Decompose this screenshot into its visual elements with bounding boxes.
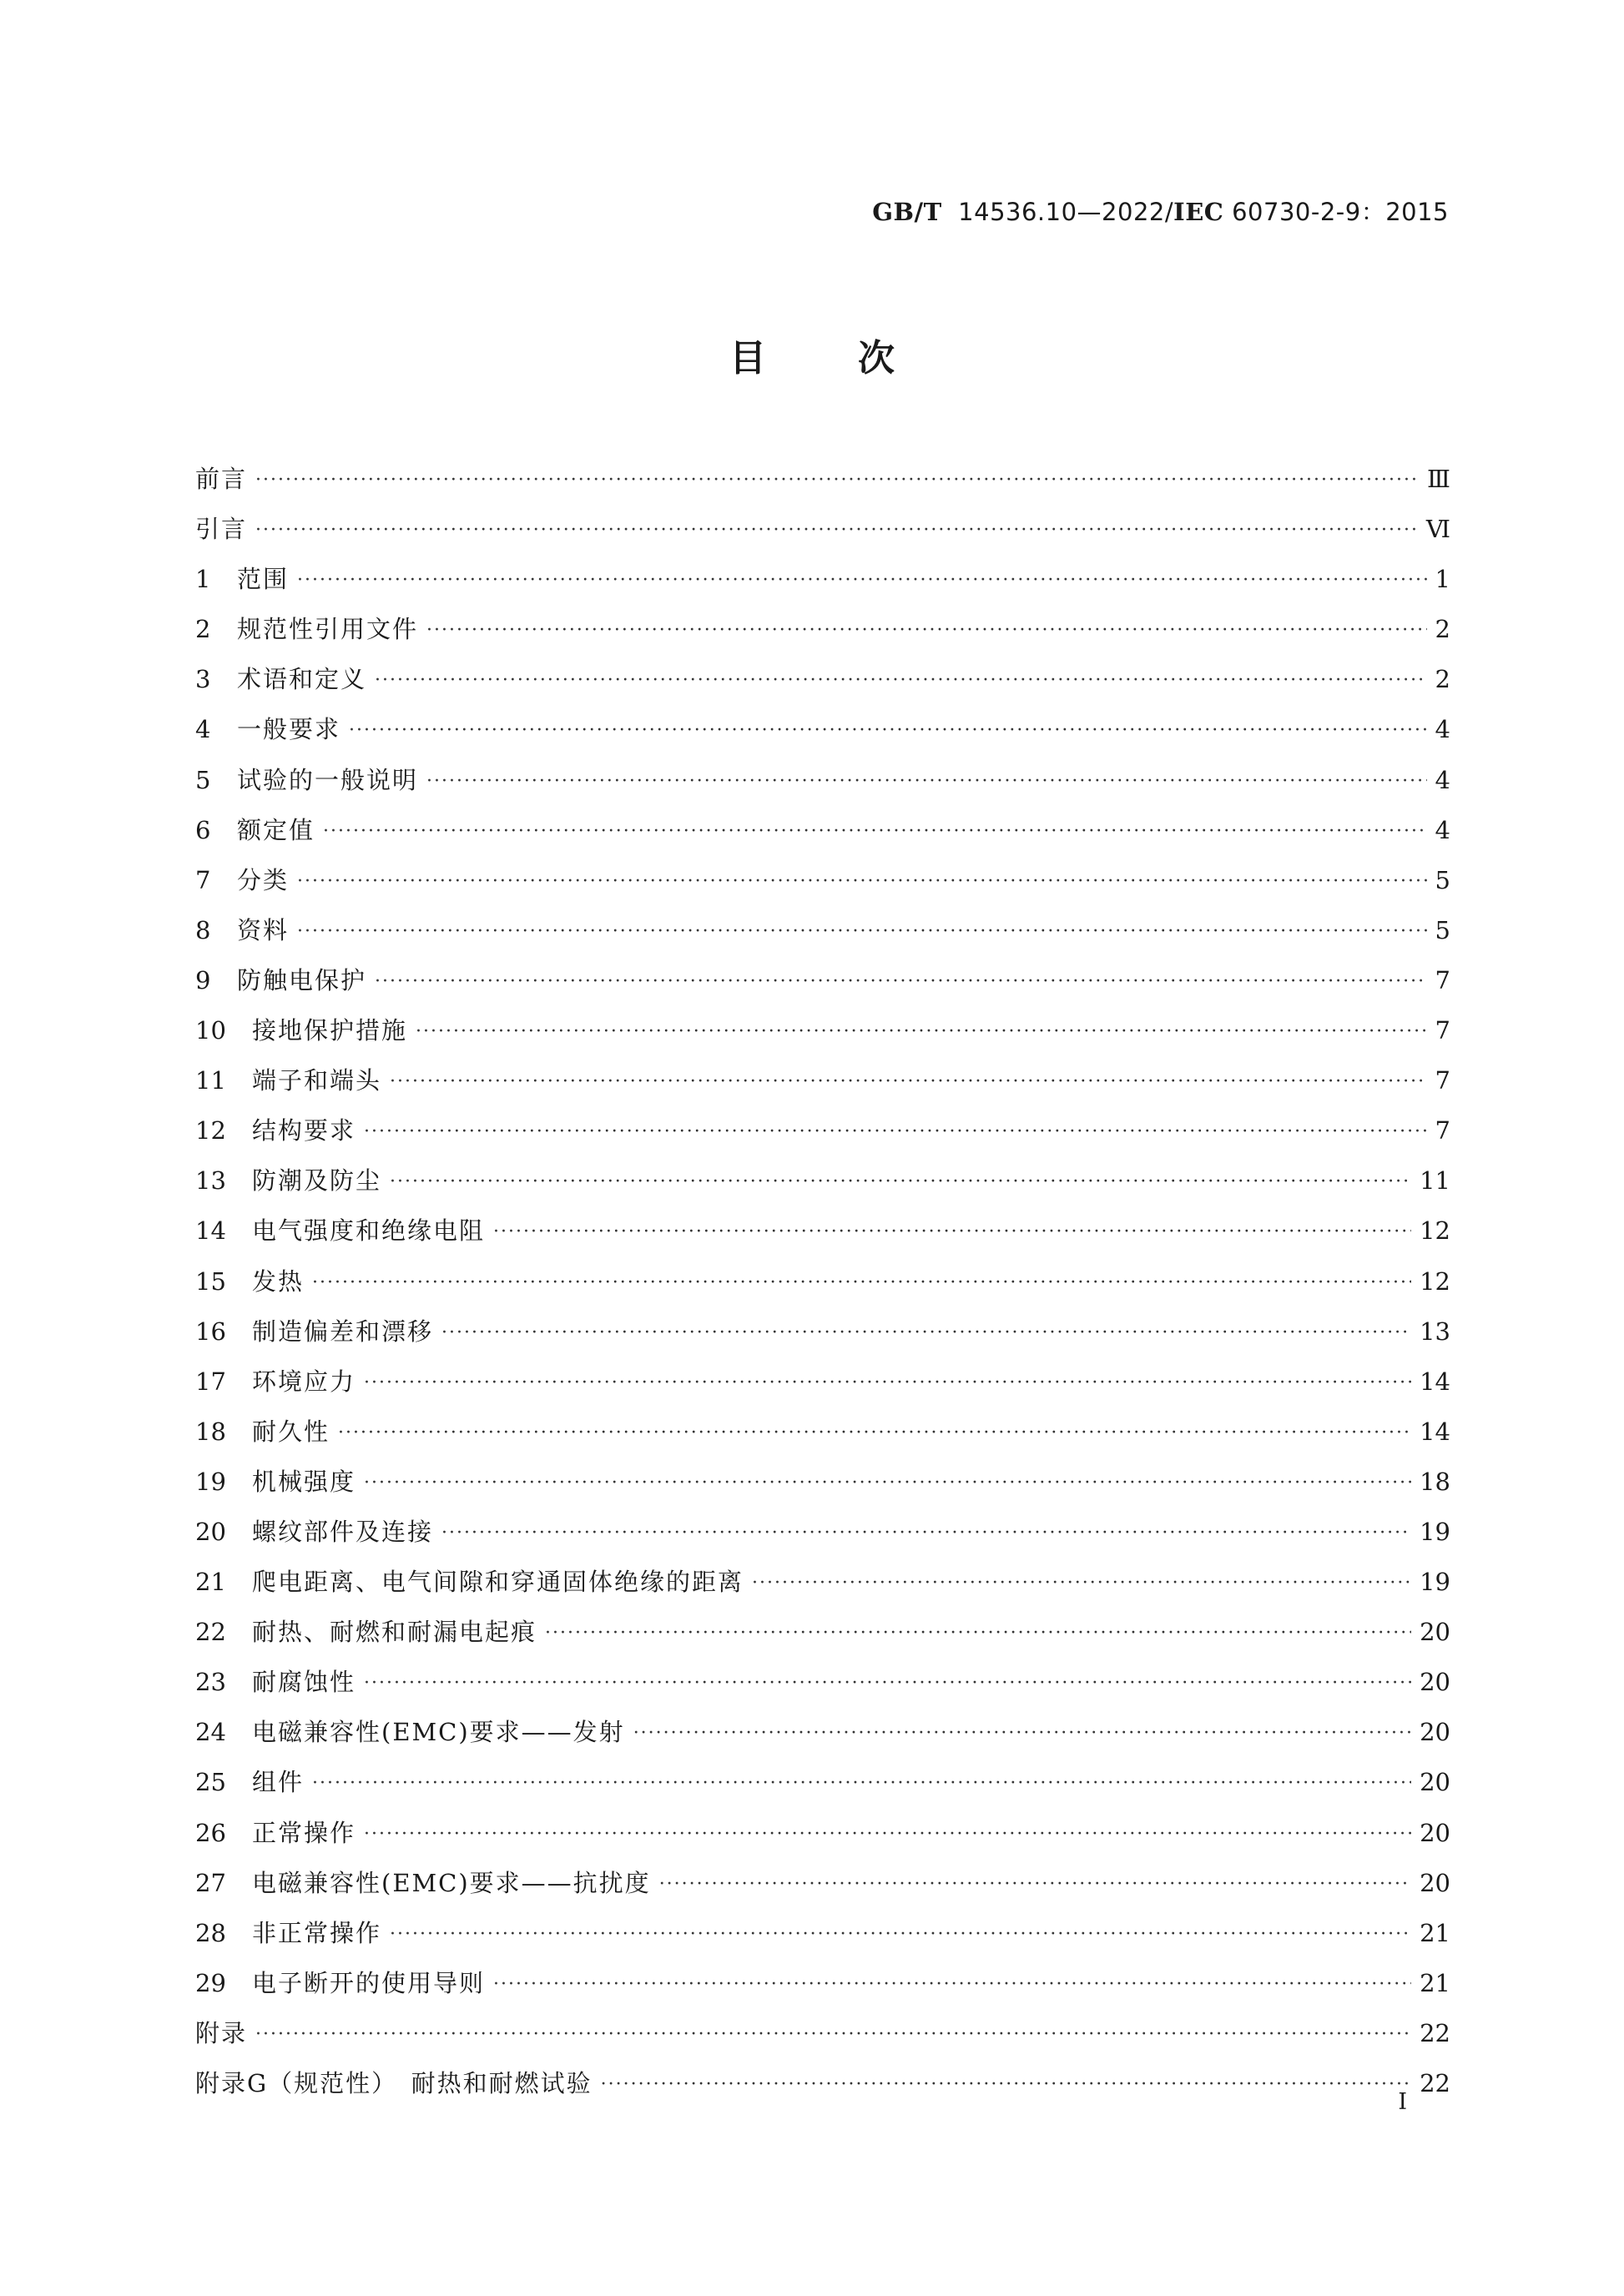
toc-entry-number: 8: [195, 915, 211, 944]
toc-entry-title[interactable]: 结构要求: [252, 1116, 356, 1145]
toc-entry-page[interactable]: 11: [1420, 1166, 1450, 1196]
toc-entry[interactable]: [195, 1263, 1450, 1313]
toc-dot-leader: [375, 670, 1427, 691]
toc-entry-number: 5: [195, 765, 211, 794]
toc-entry-number: 6: [195, 815, 211, 844]
toc-entry-page[interactable]: 21: [1420, 1968, 1450, 1997]
toc-entry-title[interactable]: 附录G（规范性） 耐热和耐燃试验: [195, 2069, 593, 2097]
toc-entry-number: 25: [195, 1768, 226, 1797]
toc-dot-leader: [297, 570, 1427, 591]
toc-entry-title[interactable]: 术语和定义: [237, 665, 367, 694]
toc-entry-title[interactable]: 试验的一般说明: [237, 765, 419, 794]
toc-dot-leader: [255, 470, 1419, 491]
toc-dot-leader: [364, 1673, 1411, 1694]
toc-entry[interactable]: [195, 912, 1450, 962]
toc-entry[interactable]: [195, 962, 1450, 1012]
toc-dot-leader: [364, 1372, 1411, 1393]
page-folio: I: [1398, 2089, 1407, 2115]
toc-entry-title[interactable]: 机械强度: [252, 1467, 356, 1496]
toc-entry-number: 13: [195, 1166, 226, 1196]
toc-entry-page[interactable]: 4: [1435, 815, 1450, 844]
toc-dot-leader: [364, 1473, 1411, 1493]
toc-entry-page[interactable]: 2: [1435, 615, 1450, 644]
toc-entry-page[interactable]: 14: [1420, 1417, 1450, 1446]
toc-entry-title[interactable]: 引言: [195, 515, 248, 544]
toc-entry-number: 12: [195, 1116, 226, 1145]
toc-dot-leader: [390, 1924, 1411, 1945]
toc-entry[interactable]: [195, 661, 1450, 711]
toc-dot-leader: [312, 1272, 1411, 1293]
toc-entry-page[interactable]: 13: [1420, 1317, 1450, 1346]
toc-entry-title[interactable]: 耐腐蚀性: [252, 1668, 356, 1697]
toc-dot-leader: [255, 2024, 1411, 2045]
toc-entry[interactable]: [195, 1413, 1450, 1463]
toc-dot-leader: [659, 1874, 1411, 1895]
toc-entry-number: 15: [195, 1266, 226, 1296]
toc-entry-page[interactable]: 19: [1420, 1568, 1450, 1597]
iec-number: 60730-2-9：2015: [1232, 198, 1449, 226]
toc-entry-number: 19: [195, 1467, 226, 1496]
toc-dot-leader: [426, 620, 1427, 641]
toc-dot-leader: [364, 1121, 1427, 1142]
toc-dot-leader: [493, 1974, 1411, 1995]
toc-entry-title[interactable]: 一般要求: [237, 715, 341, 744]
toc-entry-number: 23: [195, 1668, 226, 1697]
toc-dot-leader: [426, 771, 1427, 792]
toc-entry-title[interactable]: 防触电保护: [237, 965, 367, 994]
toc-entry-title[interactable]: 附录: [195, 2018, 248, 2047]
toc-entry[interactable]: [195, 1062, 1450, 1112]
toc-entry-page[interactable]: 4: [1435, 765, 1450, 794]
toc-entry-title[interactable]: 正常操作: [252, 1818, 356, 1847]
toc-entry-number: 10: [195, 1016, 226, 1045]
toc-dot-leader: [255, 520, 1418, 541]
toc-dot-leader: [390, 1171, 1411, 1192]
toc-dot-leader: [752, 1573, 1411, 1594]
toc-entry-title[interactable]: 非正常操作: [252, 1918, 382, 1947]
toc-entry-title[interactable]: 组件: [252, 1768, 305, 1797]
toc-entry-number: 9: [195, 965, 211, 994]
toc-dot-leader: [297, 921, 1427, 942]
toc-entry[interactable]: [195, 511, 1450, 561]
toc-entry-number: 7: [195, 865, 211, 894]
toc-entry-page[interactable]: 12: [1420, 1266, 1450, 1296]
toc-entry-number: 17: [195, 1367, 226, 1396]
toc-entry-title[interactable]: 端子和端头: [252, 1066, 382, 1095]
toc-entry-number: 24: [195, 1718, 226, 1747]
toc-entry-number: 26: [195, 1818, 226, 1847]
toc-dot-leader: [441, 1523, 1411, 1543]
toc-dot-leader: [364, 1824, 1411, 1845]
toc-dot-leader: [633, 1723, 1411, 1744]
toc-entry-page[interactable]: 1: [1435, 565, 1450, 594]
toc-entry-title[interactable]: 前言: [195, 465, 248, 493]
toc-entry[interactable]: [195, 1563, 1450, 1614]
toc-entry-page[interactable]: 5: [1435, 915, 1450, 944]
toc-entry[interactable]: [195, 1915, 1450, 1965]
toc-entry-number: 16: [195, 1317, 226, 1346]
standard-prefix: GB/T: [872, 198, 942, 226]
toc-entry-page[interactable]: 20: [1420, 1668, 1450, 1697]
toc-entry-number: 18: [195, 1417, 226, 1446]
toc-entry[interactable]: [195, 1764, 1450, 1814]
toc-entry-number: 1: [195, 565, 211, 594]
toc-entry-page[interactable]: 22: [1420, 2018, 1450, 2047]
toc-entry-number: 29: [195, 1968, 226, 1997]
toc-entry[interactable]: [195, 2015, 1450, 2065]
toc-dot-leader: [297, 871, 1427, 892]
toc-entry-number: 11: [195, 1066, 226, 1095]
toc-entry-title[interactable]: 发热: [252, 1266, 305, 1296]
toc-entry-number: 27: [195, 1868, 226, 1897]
toc-entry[interactable]: [195, 711, 1450, 761]
toc-dot-leader: [338, 1422, 1411, 1443]
toc-entry[interactable]: [195, 1162, 1450, 1212]
toc-entry-title[interactable]: 爬电距离、电气间隙和穿通固体绝缘的距离: [252, 1568, 744, 1597]
toc-entry[interactable]: [195, 461, 1450, 511]
standard-number: 14536.10—2022/: [958, 198, 1174, 226]
toc-entry[interactable]: [195, 1363, 1450, 1413]
toc-entry[interactable]: [195, 611, 1450, 661]
toc-entry[interactable]: [195, 1865, 1450, 1915]
toc-entry-page[interactable]: Ⅲ: [1427, 465, 1450, 493]
toc-entry-page[interactable]: 20: [1420, 1718, 1450, 1747]
toc-entry-page[interactable]: 7: [1435, 965, 1450, 994]
toc-entry-page[interactable]: 22: [1420, 2069, 1450, 2097]
toc-dot-leader: [349, 720, 1427, 741]
toc-entry-number: 14: [195, 1216, 226, 1246]
toc-entry-page[interactable]: 2: [1435, 665, 1450, 694]
toc-entry[interactable]: [195, 1614, 1450, 1664]
toc-entry-title[interactable]: 额定值: [237, 815, 315, 844]
toc-entry[interactable]: [195, 561, 1450, 611]
toc-entry-page[interactable]: Ⅵ: [1425, 515, 1450, 544]
toc-entry-number: 2: [195, 615, 211, 644]
toc-entry[interactable]: [195, 2065, 1450, 2115]
toc-entry-number: 22: [195, 1618, 226, 1647]
toc-entry[interactable]: [195, 1313, 1450, 1363]
toc-entry-title[interactable]: 电磁兼容性(EMC)要求——发射: [252, 1718, 625, 1747]
toc-entry[interactable]: [195, 762, 1450, 812]
toc-dot-leader: [390, 1071, 1427, 1092]
toc-entry-page[interactable]: 21: [1420, 1918, 1450, 1947]
toc-entry-title[interactable]: 范围: [237, 565, 290, 594]
toc-entry[interactable]: [195, 1965, 1450, 2015]
toc-dot-leader: [323, 821, 1427, 842]
toc-entry-page[interactable]: 19: [1420, 1517, 1450, 1546]
toc-entry-title[interactable]: 耐久性: [252, 1417, 330, 1446]
document-standard-number: [872, 194, 1449, 228]
toc-entry[interactable]: [195, 862, 1450, 912]
toc-entry-page[interactable]: 7: [1435, 1016, 1450, 1045]
toc-dot-leader: [375, 971, 1427, 992]
toc-entry-page[interactable]: 20: [1420, 1818, 1450, 1847]
toc-entry[interactable]: [195, 1513, 1450, 1563]
toc-entry-number: 20: [195, 1517, 226, 1546]
toc-entry-page[interactable]: 20: [1420, 1618, 1450, 1647]
toc-entry[interactable]: [195, 1012, 1450, 1062]
toc-entry-number: 28: [195, 1918, 226, 1947]
toc-entry[interactable]: [195, 1714, 1450, 1764]
toc-entry-title[interactable]: 螺纹部件及连接: [252, 1517, 434, 1546]
toc-entry-page[interactable]: 7: [1435, 1066, 1450, 1095]
toc-entry-number: 3: [195, 665, 211, 694]
toc-entry-title[interactable]: 电磁兼容性(EMC)要求——抗扰度: [252, 1868, 651, 1897]
toc-entry[interactable]: [195, 1815, 1450, 1865]
toc-entry-title[interactable]: 分类: [237, 865, 290, 894]
page-title: 目次: [729, 337, 986, 380]
toc-entry[interactable]: [195, 1664, 1450, 1714]
toc-dot-leader: [493, 1221, 1411, 1242]
toc-entry-number: 4: [195, 715, 211, 744]
toc-dot-leader: [601, 2074, 1411, 2095]
toc-entry-title[interactable]: 电气强度和绝缘电阻: [252, 1216, 486, 1246]
toc-entry-title[interactable]: 环境应力: [252, 1367, 356, 1396]
toc-entry-title[interactable]: 防潮及防尘: [252, 1166, 382, 1196]
toc-entry-page[interactable]: 12: [1420, 1216, 1450, 1246]
toc-entry-page[interactable]: 18: [1420, 1467, 1450, 1496]
toc-entry-page[interactable]: 20: [1420, 1768, 1450, 1797]
toc-entry[interactable]: [195, 1463, 1450, 1513]
toc-entry-title[interactable]: 电子断开的使用导则: [252, 1968, 486, 1997]
toc-entry-number: 21: [195, 1568, 226, 1597]
toc-entry-title[interactable]: 制造偏差和漂移: [252, 1317, 434, 1346]
toc-dot-leader: [441, 1322, 1411, 1343]
toc-entry-title[interactable]: 耐热、耐燃和耐漏电起痕: [252, 1618, 537, 1647]
toc-dot-leader: [416, 1021, 1427, 1042]
toc-entry-page[interactable]: 7: [1435, 1116, 1450, 1145]
toc-entry-page[interactable]: 14: [1420, 1367, 1450, 1396]
toc-entry-page[interactable]: 5: [1435, 865, 1450, 894]
toc-entry-title[interactable]: 规范性引用文件: [237, 615, 419, 644]
toc-entry[interactable]: [195, 812, 1450, 862]
table-of-contents: [195, 461, 1450, 2115]
iec-prefix: IEC: [1173, 198, 1224, 226]
toc-entry-page[interactable]: 20: [1420, 1868, 1450, 1897]
toc-entry-title[interactable]: 资料: [237, 915, 290, 944]
toc-dot-leader: [545, 1623, 1411, 1644]
toc-entry[interactable]: [195, 1112, 1450, 1162]
toc-entry[interactable]: [195, 1212, 1450, 1262]
toc-entry-page[interactable]: 4: [1435, 715, 1450, 744]
toc-dot-leader: [312, 1773, 1411, 1794]
toc-entry-title[interactable]: 接地保护措施: [252, 1016, 408, 1045]
